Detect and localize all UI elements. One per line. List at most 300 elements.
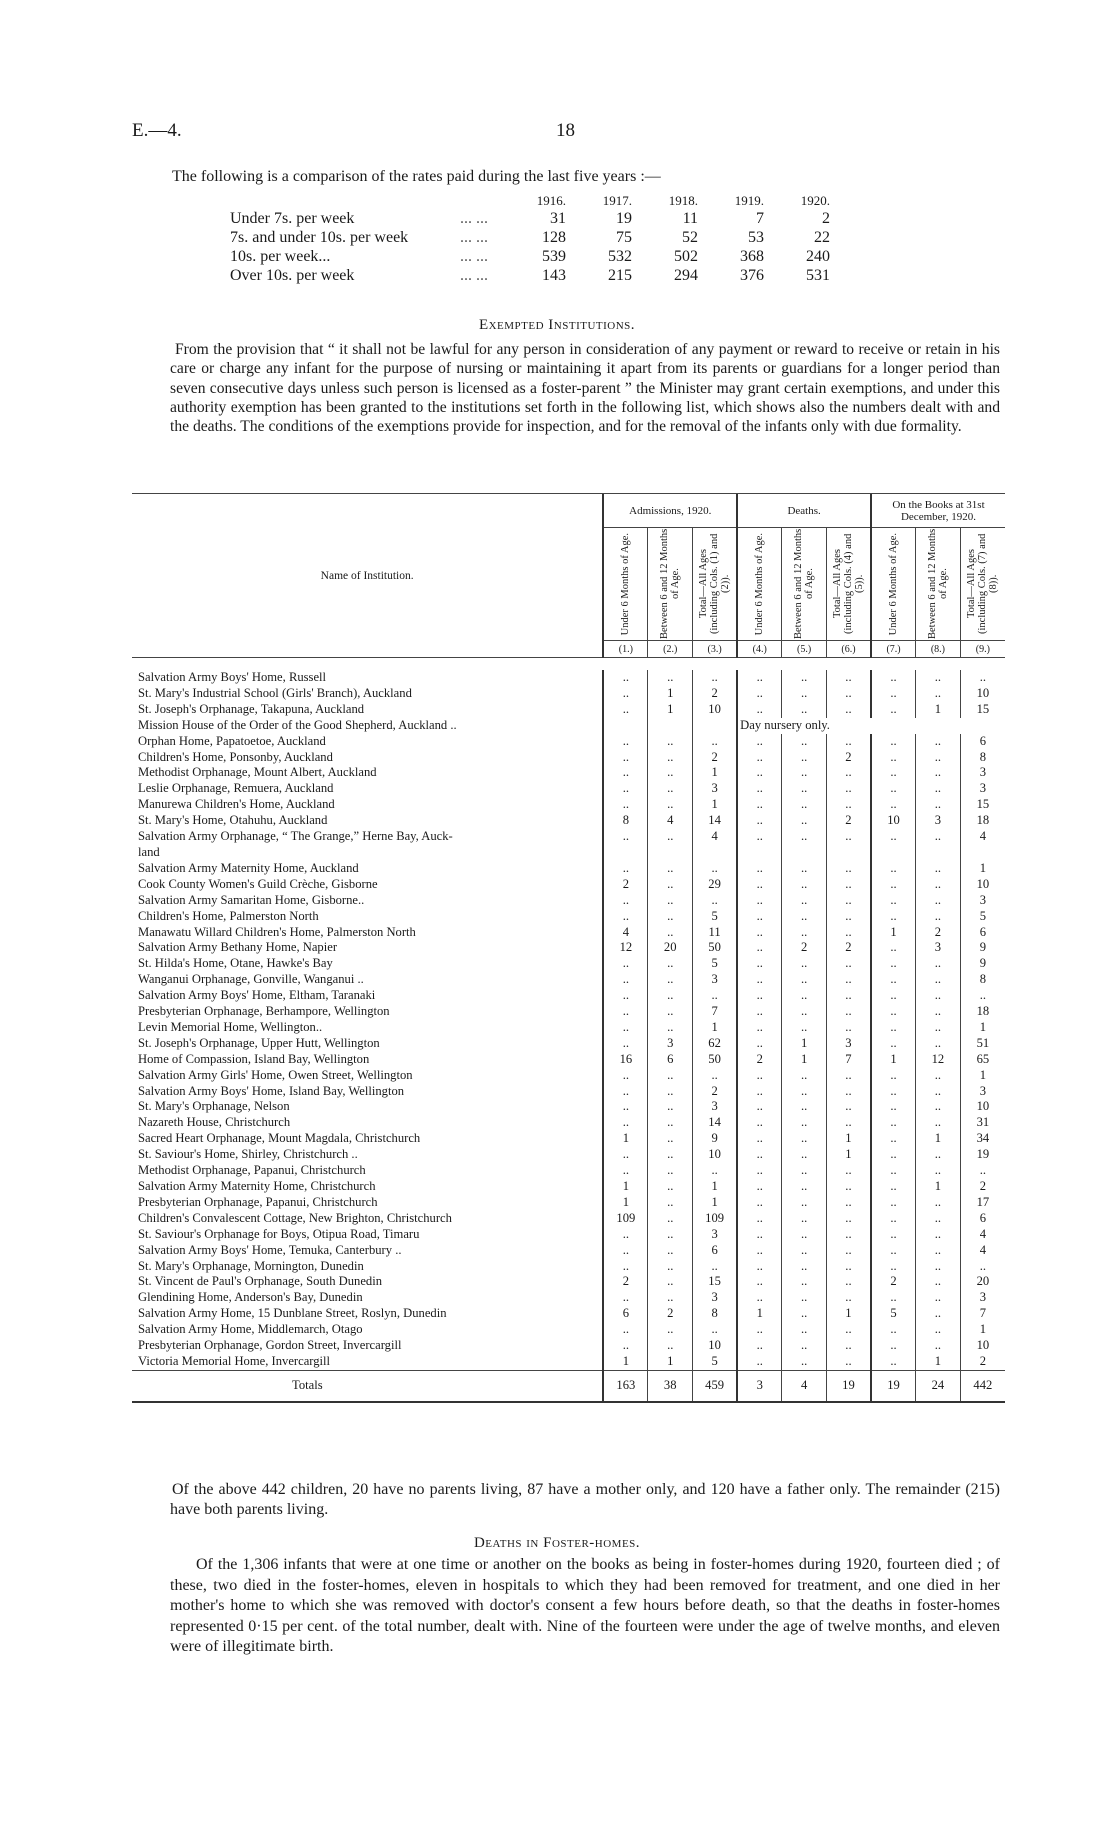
- column-number: (1.): [603, 641, 648, 658]
- table-cell: 3: [960, 781, 1005, 797]
- table-cell: ..: [782, 1195, 827, 1211]
- table-cell: ..: [916, 670, 961, 686]
- table-cell: ..: [648, 1068, 693, 1084]
- group-header-deaths: Deaths.: [737, 494, 871, 528]
- table-cell: 1: [916, 702, 961, 718]
- table-cell: 1: [782, 1036, 827, 1052]
- rate-label: Over 10s. per week: [230, 267, 355, 284]
- table-cell: 109: [693, 1211, 738, 1227]
- table-cell: ..: [916, 750, 961, 766]
- table-cell: 1: [648, 686, 693, 702]
- table-row: [132, 1354, 1005, 1370]
- table-cell: ..: [737, 988, 782, 1004]
- table-row: [132, 765, 1005, 781]
- table-cell: 3: [960, 893, 1005, 909]
- institution-name: St. Mary's Industrial School (Girls' Branch), Auckland: [138, 685, 412, 700]
- institution-name: Methodist Orphanage, Mount Albert, Auckland: [138, 765, 377, 780]
- table-row: [132, 1195, 1005, 1211]
- table-cell: ..: [737, 1020, 782, 1036]
- column-header: [737, 528, 782, 641]
- totals-cell: 442: [960, 1370, 1005, 1402]
- table-cell: ..: [648, 1004, 693, 1020]
- year-header: 1917.: [602, 193, 632, 208]
- table-cell: ..: [648, 1274, 693, 1290]
- institution-name: Home of Compassion, Island Bay, Wellington: [138, 1051, 370, 1066]
- table-cell: ..: [871, 940, 916, 956]
- table-cell: ..: [693, 1259, 738, 1275]
- table-cell: ..: [871, 893, 916, 909]
- rate-label: Under 7s. per week: [230, 210, 355, 227]
- table-cell: 4: [960, 1227, 1005, 1243]
- table-cell: ..: [603, 1147, 648, 1163]
- table-row: [132, 940, 1005, 956]
- table-cell: ..: [826, 1227, 871, 1243]
- column-header-text: Between 6 and 12 Months of Age.: [926, 528, 949, 640]
- foster-homes-heading: Deaths in Foster-homes.: [473, 1535, 641, 1551]
- totals-cell: 19: [826, 1370, 871, 1402]
- table-cell: ..: [782, 1163, 827, 1179]
- table-cell: 10: [693, 1147, 738, 1163]
- institution-name: Salvation Army Boys' Home, Russell: [138, 670, 327, 684]
- group-header-on-books: On the Books at 31st December, 1920.: [871, 494, 1005, 528]
- table-cell: 65: [960, 1052, 1005, 1068]
- table-cell: [603, 845, 648, 861]
- table-cell: ..: [737, 670, 782, 686]
- table-cell: ..: [782, 956, 827, 972]
- column-header-text: Total—All Ages (including Cols. (1) and (2)).: [698, 533, 732, 635]
- column-header: [648, 528, 693, 641]
- table-cell: 34: [960, 1131, 1005, 1147]
- table-cell: ..: [871, 1354, 916, 1370]
- institution-name: St. Saviour's Orphanage for Boys, Otipua Road, Timaru: [138, 1226, 420, 1241]
- table-row: [132, 670, 1005, 686]
- table-cell: ..: [826, 702, 871, 718]
- table-cell: ..: [603, 1084, 648, 1100]
- table-row: [132, 1052, 1005, 1068]
- table-cell: ..: [737, 972, 782, 988]
- table-cell: 1: [648, 702, 693, 718]
- institution-name: St. Mary's Orphanage, Mornington, Dunedin: [138, 1258, 364, 1273]
- table-cell: ..: [737, 1004, 782, 1020]
- table-row: [132, 829, 1005, 845]
- table-cell: ..: [826, 670, 871, 686]
- column-header: [871, 528, 916, 641]
- table-cell: [693, 845, 738, 861]
- leader-dots: ... ...: [460, 248, 488, 265]
- table-cell: ..: [916, 1163, 961, 1179]
- table-cell: 12: [916, 1052, 961, 1068]
- table-row: [132, 988, 1005, 1004]
- table-row: [132, 1179, 1005, 1195]
- table-cell: 1: [603, 1131, 648, 1147]
- table-cell: [826, 845, 871, 861]
- table-cell: ..: [648, 765, 693, 781]
- table-cell: 50: [693, 1052, 738, 1068]
- table-cell: 3: [960, 1084, 1005, 1100]
- table-cell: ..: [871, 956, 916, 972]
- table-cell: 11: [693, 925, 738, 941]
- table-cell: ..: [648, 829, 693, 845]
- table-cell: 1: [603, 1195, 648, 1211]
- column-header: [693, 528, 738, 641]
- table-cell: ..: [603, 734, 648, 750]
- rate-value: 31: [550, 210, 566, 227]
- table-cell: ..: [648, 893, 693, 909]
- table-cell: ..: [826, 956, 871, 972]
- table-cell: ..: [782, 877, 827, 893]
- table-cell: ..: [737, 909, 782, 925]
- table-cell: 6: [960, 734, 1005, 750]
- table-cell: ..: [871, 877, 916, 893]
- table-cell: ..: [916, 1227, 961, 1243]
- table-row: [132, 702, 1005, 718]
- table-cell: 2: [693, 1084, 738, 1100]
- table-cell: ..: [693, 734, 738, 750]
- table-cell: 15: [960, 797, 1005, 813]
- institution-name: Wanganui Orphanage, Gonville, Wanganui ..: [138, 972, 364, 987]
- table-cell: 7: [960, 1306, 1005, 1322]
- table-cell: ..: [916, 1115, 961, 1131]
- table-cell: ..: [916, 1290, 961, 1306]
- table-cell: ..: [871, 1036, 916, 1052]
- table-cell: ..: [648, 1195, 693, 1211]
- year-header: 1916.: [536, 193, 566, 208]
- table-cell: ..: [737, 877, 782, 893]
- table-cell: 10: [960, 877, 1005, 893]
- table-cell: ..: [826, 1195, 871, 1211]
- table-row: [132, 781, 1005, 797]
- institution-name: Children's Home, Ponsonby, Auckland: [138, 749, 333, 764]
- institution-name: Mission House of the Order of the Good Shepherd, Auckland ..: [138, 717, 457, 732]
- rate-value: 368: [740, 248, 764, 265]
- table-cell: ..: [782, 988, 827, 1004]
- table-cell: ..: [826, 1290, 871, 1306]
- table-cell: ..: [960, 670, 1005, 686]
- table-cell: 2: [782, 940, 827, 956]
- institutions-table: [132, 494, 1005, 1403]
- table-row: [132, 750, 1005, 766]
- table-cell: ..: [603, 1068, 648, 1084]
- table-cell: 1: [693, 1195, 738, 1211]
- table-cell: ..: [648, 797, 693, 813]
- institution-name: Salvation Army Boys' Home, Temuka, Canterbury ..: [138, 1242, 402, 1257]
- table-cell: ..: [603, 750, 648, 766]
- table-cell: ..: [916, 1322, 961, 1338]
- table-cell: [916, 845, 961, 861]
- rates-row: [230, 228, 830, 247]
- table-cell: 2: [960, 1354, 1005, 1370]
- table-cell: ..: [826, 1243, 871, 1259]
- institution-name: Salvation Army Orphanage, “ The Grange,” Herne Bay, Auck-: [138, 829, 453, 844]
- group-header-admissions: Admissions, 1920.: [603, 494, 737, 528]
- institution-name-header: Name of Institution.: [132, 494, 603, 658]
- column-header-text: Between 6 and 12 Months of Age.: [659, 528, 682, 640]
- rates-year-row: [230, 193, 830, 209]
- table-cell: 6: [960, 925, 1005, 941]
- institution-name: Presbyterian Orphanage, Papanui, Christchurch: [138, 1194, 378, 1209]
- table-cell: ..: [871, 861, 916, 877]
- totals-row: [132, 1370, 1005, 1402]
- table-cell: ..: [737, 1290, 782, 1306]
- rate-value: 19: [616, 210, 632, 227]
- table-cell: ..: [737, 1147, 782, 1163]
- table-cell: ..: [916, 956, 961, 972]
- table-cell: ..: [603, 956, 648, 972]
- table-cell: ..: [737, 893, 782, 909]
- table-cell: ..: [826, 1354, 871, 1370]
- rate-value: 52: [682, 229, 698, 246]
- table-cell: 1: [737, 1306, 782, 1322]
- table-cell: 14: [693, 1115, 738, 1131]
- institution-name: Salvation Army Boys' Home, Eltham, Taranaki: [138, 988, 376, 1003]
- table-cell: ..: [737, 1163, 782, 1179]
- table-row: [132, 1115, 1005, 1131]
- table-row: [132, 734, 1005, 750]
- table-cell: ..: [782, 1147, 827, 1163]
- table-cell: ..: [916, 1338, 961, 1354]
- table-cell: ..: [916, 1274, 961, 1290]
- institution-name: Presbyterian Orphanage, Berhampore, Wellington: [138, 1004, 390, 1019]
- table-cell: 2: [737, 1052, 782, 1068]
- table-row: [132, 893, 1005, 909]
- table-cell: 2: [693, 686, 738, 702]
- table-cell: ..: [603, 670, 648, 686]
- table-cell: ..: [782, 1179, 827, 1195]
- table-cell: ..: [603, 1259, 648, 1275]
- table-cell: ..: [603, 1115, 648, 1131]
- rate-value: 531: [806, 267, 830, 284]
- table-cell: 18: [960, 1004, 1005, 1020]
- table-cell: 6: [960, 1211, 1005, 1227]
- table-cell: ..: [648, 988, 693, 1004]
- table-cell: ..: [737, 750, 782, 766]
- table-cell: ..: [826, 909, 871, 925]
- table-cell: ..: [648, 1338, 693, 1354]
- table-cell: ..: [871, 670, 916, 686]
- table-cell: ..: [603, 972, 648, 988]
- table-cell: 3: [693, 781, 738, 797]
- rates-row: [230, 209, 830, 228]
- leader-dots: ... ...: [460, 210, 488, 227]
- table-cell: ..: [737, 1354, 782, 1370]
- column-header-text: Under 6 Months of Age.: [620, 532, 632, 636]
- table-cell: ..: [871, 829, 916, 845]
- rate-value: 215: [608, 267, 632, 284]
- table-cell: ..: [916, 734, 961, 750]
- table-cell: ..: [648, 1020, 693, 1036]
- table-cell: ..: [916, 1147, 961, 1163]
- table-cell: ..: [648, 1163, 693, 1179]
- table-cell: ..: [603, 797, 648, 813]
- table-cell: 4: [960, 829, 1005, 845]
- table-row: [132, 797, 1005, 813]
- table-row: [132, 1243, 1005, 1259]
- table-cell: ..: [603, 1243, 648, 1259]
- table-cell: ..: [693, 1322, 738, 1338]
- table-cell: ..: [782, 1227, 827, 1243]
- table-cell: ..: [916, 781, 961, 797]
- table-cell: ..: [871, 1211, 916, 1227]
- table-cell: ..: [648, 972, 693, 988]
- table-cell: ..: [648, 877, 693, 893]
- table-cell: 8: [603, 813, 648, 829]
- table-cell: 9: [960, 956, 1005, 972]
- table-cell: ..: [603, 1227, 648, 1243]
- table-cell: 1: [960, 1068, 1005, 1084]
- table-cell: ..: [603, 1020, 648, 1036]
- table-cell: 2: [871, 1274, 916, 1290]
- table-cell: ..: [693, 988, 738, 1004]
- table-cell: ..: [826, 1163, 871, 1179]
- table-cell: ..: [871, 909, 916, 925]
- totals-label: Totals: [132, 1370, 603, 1402]
- totals-cell: 459: [693, 1370, 738, 1402]
- table-cell: ..: [826, 893, 871, 909]
- table-cell: ..: [916, 797, 961, 813]
- institution-name: Salvation Army Maternity Home, Christchurch: [138, 1179, 376, 1193]
- table-cell: ..: [871, 702, 916, 718]
- table-cell: 4: [648, 813, 693, 829]
- table-cell: ..: [648, 1131, 693, 1147]
- rates-row: [230, 266, 830, 285]
- table-row: [132, 909, 1005, 925]
- table-row: [132, 1290, 1005, 1306]
- table-cell: ..: [737, 925, 782, 941]
- column-header: [826, 528, 871, 641]
- rates-intro: The following is a comparison of the rates paid during the last five years :—: [172, 168, 661, 185]
- table-cell: 18: [960, 813, 1005, 829]
- table-cell: ..: [871, 972, 916, 988]
- table-cell: 1: [960, 861, 1005, 877]
- table-cell: 8: [693, 1306, 738, 1322]
- table-cell: 1: [603, 1179, 648, 1195]
- table-cell: ..: [871, 1115, 916, 1131]
- column-number: (5.): [782, 641, 827, 658]
- column-header: [603, 528, 648, 641]
- totals-cell: 19: [871, 1370, 916, 1402]
- table-cell: 2: [826, 940, 871, 956]
- institution-name: St. Joseph's Orphanage, Upper Hutt, Wellington: [138, 1035, 380, 1050]
- table-row: [132, 956, 1005, 972]
- table-cell: ..: [648, 1179, 693, 1195]
- page-reference: E.—4.: [132, 120, 182, 141]
- rate-value: 11: [682, 210, 698, 227]
- rate-label: 10s. per week...: [230, 248, 331, 265]
- summary-paragraph: Of the above 442 children, 20 have no parents living, 87 have a mother only, and 120 have a father only. The remainder (215) have both parents living.: [170, 1481, 1000, 1518]
- table-cell: ..: [782, 1290, 827, 1306]
- table-cell: 2: [960, 1179, 1005, 1195]
- table-cell: ..: [826, 1115, 871, 1131]
- table-cell: ..: [916, 1211, 961, 1227]
- table-row: [132, 1211, 1005, 1227]
- table-cell: 3: [648, 1036, 693, 1052]
- table-cell: ..: [916, 1068, 961, 1084]
- table-cell: ..: [693, 893, 738, 909]
- table-cell: 1: [871, 925, 916, 941]
- institution-name: St. Saviour's Home, Shirley, Christchurch ..: [138, 1147, 358, 1162]
- table-cell: ..: [782, 1211, 827, 1227]
- table-row: [132, 1147, 1005, 1163]
- table-cell: ..: [871, 750, 916, 766]
- rate-value: 539: [542, 248, 566, 265]
- column-number: (2.): [648, 641, 693, 658]
- institution-name: Levin Memorial Home, Wellington..: [138, 1019, 323, 1034]
- table-cell: ..: [603, 1338, 648, 1354]
- table-cell: ..: [737, 940, 782, 956]
- table-cell: ..: [737, 1099, 782, 1115]
- table-cell: ..: [782, 829, 827, 845]
- table-cell: 3: [693, 1290, 738, 1306]
- institution-name: Manawatu Willard Children's Home, Palmerston North: [138, 924, 416, 939]
- table-cell: ..: [871, 765, 916, 781]
- table-cell: 109: [603, 1211, 648, 1227]
- table-cell: 2: [648, 1306, 693, 1322]
- table-cell: ..: [826, 1211, 871, 1227]
- year-header: 1918.: [668, 193, 698, 208]
- table-cell: ..: [871, 686, 916, 702]
- table-cell: 3: [960, 1290, 1005, 1306]
- table-cell: ..: [916, 909, 961, 925]
- institution-name: Victoria Memorial Home, Invercargill: [138, 1353, 331, 1368]
- table-cell: 3: [916, 940, 961, 956]
- table-cell: ..: [826, 829, 871, 845]
- table-cell: [960, 845, 1005, 861]
- table-cell: ..: [782, 750, 827, 766]
- table-cell: ..: [916, 877, 961, 893]
- table-cell: ..: [871, 1147, 916, 1163]
- table-cell: ..: [782, 861, 827, 877]
- table-cell: 10: [960, 1338, 1005, 1354]
- table-cell: ..: [737, 797, 782, 813]
- table-cell: ..: [826, 797, 871, 813]
- table-row: [132, 1099, 1005, 1115]
- column-header-text: Total—All Ages (including Cols. (4) and (5)).: [831, 533, 865, 635]
- table-cell: [871, 845, 916, 861]
- table-row: [132, 686, 1005, 702]
- table-cell: 10: [960, 686, 1005, 702]
- table-cell: ..: [826, 734, 871, 750]
- table-cell: [782, 845, 827, 861]
- table-cell: ..: [826, 1020, 871, 1036]
- table-cell: ..: [782, 909, 827, 925]
- table-cell: ..: [648, 781, 693, 797]
- table-cell: ..: [782, 1068, 827, 1084]
- table-cell: ..: [916, 1020, 961, 1036]
- table-cell: ..: [782, 797, 827, 813]
- spacer-row: [132, 658, 1005, 671]
- table-cell: 16: [603, 1052, 648, 1068]
- table-cell: 1: [826, 1131, 871, 1147]
- column-number: (9.): [960, 641, 1005, 658]
- leader-dots: ... ...: [460, 229, 488, 246]
- institution-name: Glendining Home, Anderson's Bay, Dunedin: [138, 1290, 363, 1305]
- table-cell: ..: [648, 750, 693, 766]
- table-cell: ..: [782, 1322, 827, 1338]
- table-cell: ..: [782, 1115, 827, 1131]
- column-header: [916, 528, 961, 641]
- table-cell: 8: [960, 972, 1005, 988]
- table-cell: ..: [871, 1322, 916, 1338]
- table-cell: 1: [916, 1131, 961, 1147]
- rate-value: 128: [542, 229, 566, 246]
- table-cell: ..: [871, 1068, 916, 1084]
- table-cell: ..: [826, 765, 871, 781]
- institution-name: Orphan Home, Papatoetoe, Auckland: [138, 733, 326, 748]
- table-row: [132, 1131, 1005, 1147]
- table-cell: 12: [603, 940, 648, 956]
- rate-value: 53: [748, 229, 764, 246]
- table-cell: 1: [693, 765, 738, 781]
